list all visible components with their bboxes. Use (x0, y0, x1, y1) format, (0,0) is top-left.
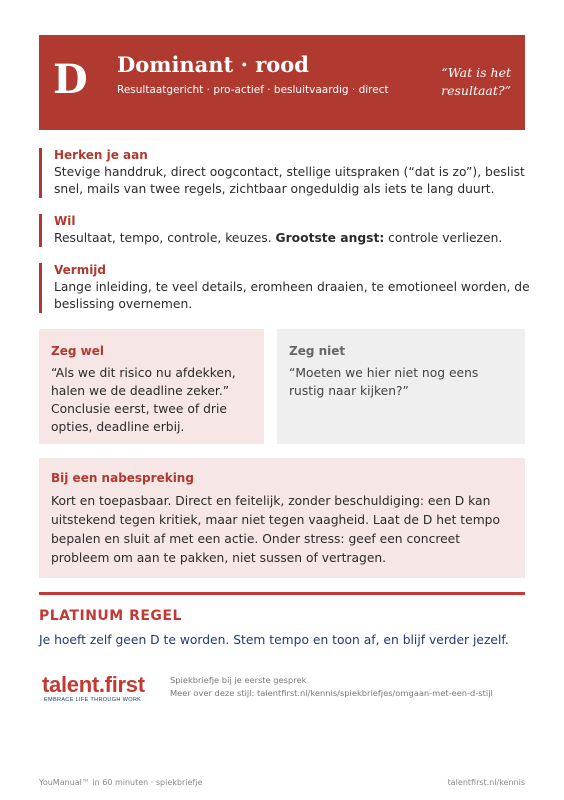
debrief-body: Kort en toepasbaar. Direct en feitelijk, zonder beschuldiging: een D kan uitstekend tegen kritiek, maar niet tegen vaagheid. Laat de D het tempo bepalen en sluit af met een actie. Onder stress: geef een concreet probleem om aan te pakken, niet sussen of vertragen. (51, 494, 501, 565)
section-label: Wil (54, 214, 76, 228)
page-title: Dominant · rood (117, 52, 309, 77)
dont-say-label: Zeg niet (289, 344, 346, 358)
say-body (51, 364, 252, 436)
want-bold-text: Grootste angst: (275, 231, 385, 245)
style-letter: D (53, 56, 88, 103)
platinum-body: Je hoeft zelf geen D te worden. Stem tempo en toon af, en blijf verder jezelf. (39, 633, 509, 647)
debrief-box (39, 458, 525, 578)
caption-line-1: Spiekbriefje bij je eerste gesprek (170, 675, 307, 685)
section-label: Vermijd (54, 263, 107, 277)
dont-say-quote: “Moeten we hier niet nog eens rustig naar kijken?” (289, 366, 479, 398)
dont-say-box (277, 329, 525, 444)
section-body: Stevige handdruk, direct oogcontact, stellige uitspraken (“dat is zo”), beslist snel, mails van twee regels, zichtbaar ongeduldig als iets te lang duurt. (54, 165, 525, 196)
platinum-title: PLATINUM REGEL (39, 608, 182, 624)
say-box (39, 329, 264, 444)
say-note: Conclusie eerst, twee of drie opties, deadline erbij. (51, 402, 227, 434)
header-banner (39, 35, 525, 130)
logo-caption (170, 674, 530, 700)
logo-tagline: EMBRACE LIFE THROUGH WORK (44, 697, 142, 703)
logo-name: talent.first (42, 672, 145, 697)
section-avoid (39, 263, 534, 313)
footer-link[interactable]: talentfirst.nl/kennis (447, 778, 525, 787)
talentfirst-logo (42, 673, 162, 713)
page-subtitle: Resultaatgericht · pro-actief · besluitvaardig · direct (117, 84, 389, 96)
section-body: Lange inleiding, te veel details, eromheen draaien, te emotioneel worden, de beslissing overnemen. (54, 280, 530, 311)
want-text-end: controle verliezen. (384, 231, 503, 245)
footer-left: YouManual™ in 60 minuten · spiekbriefje (39, 778, 203, 787)
say-label: Zeg wel (51, 344, 104, 358)
section-body (54, 230, 534, 247)
section-want (39, 214, 534, 247)
want-text: Resultaat, tempo, controle, keuzes. (54, 231, 276, 245)
divider-line (39, 592, 525, 595)
say-quote: “Als we dit risico nu afdekken, halen we de deadline zeker.” (51, 366, 236, 398)
section-label: Herken je aan (54, 148, 148, 162)
caption-link[interactable]: Meer over deze stijl: talentfirst.nl/kennis/spiekbriefjes/omgaan-met-een-d-stijl (170, 688, 493, 698)
section-recognize (39, 148, 534, 198)
header-quote: “Wat is het resultaat?” (441, 65, 511, 98)
debrief-label: Bij een nabespreking (51, 471, 194, 485)
